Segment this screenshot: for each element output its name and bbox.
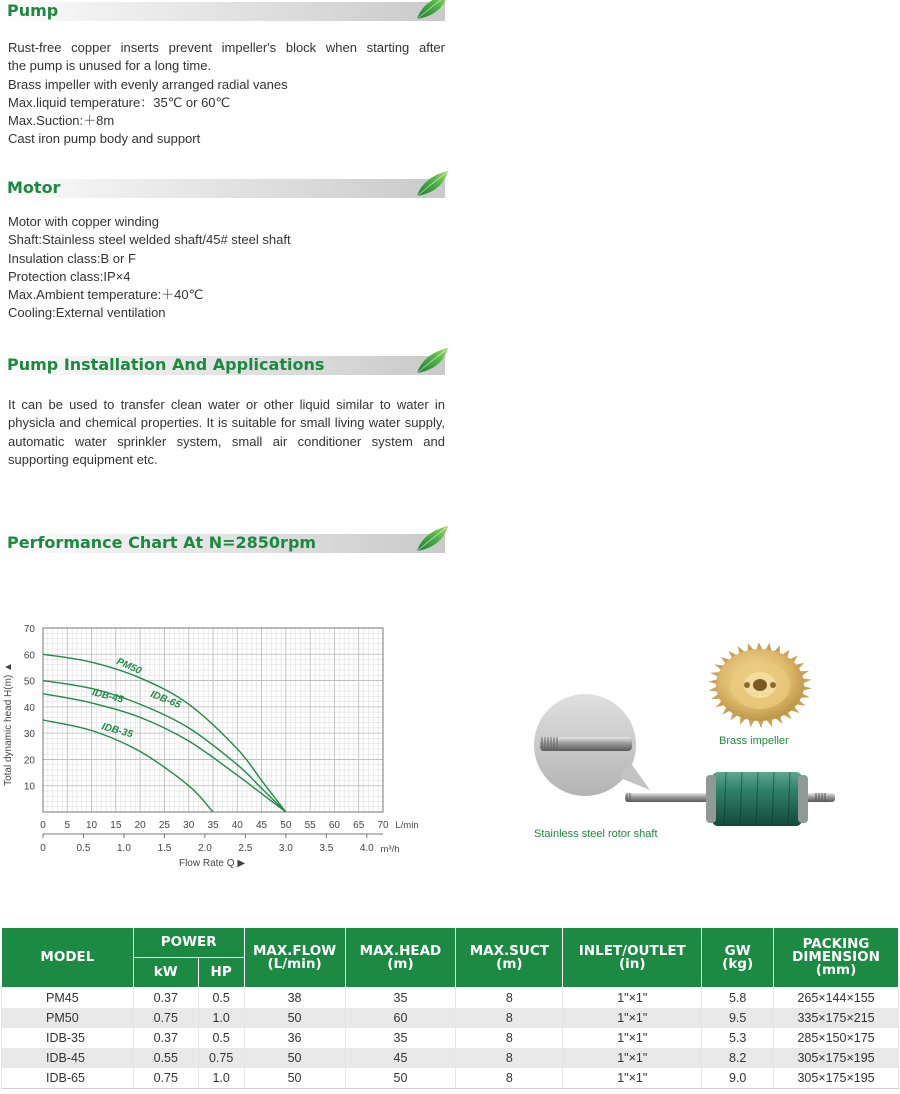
installation-description xyxy=(8,396,445,469)
x-tick-label: 55 xyxy=(304,820,316,831)
x2-tick-label: 2.0 xyxy=(197,843,212,854)
x-tick-label: 45 xyxy=(256,820,268,831)
x-tick-label: 15 xyxy=(110,820,122,831)
header-gw: GW (kg) xyxy=(702,928,774,988)
x2-tick-label: 3.5 xyxy=(319,843,334,854)
table-cell: 305×175×195 xyxy=(774,1068,899,1089)
table-cell: 0.5 xyxy=(198,1028,244,1048)
x2-tick-label: 1.5 xyxy=(157,843,172,854)
y-tick-label: 60 xyxy=(23,650,35,662)
section-title: Motor xyxy=(7,178,61,197)
text-line: Brass impeller with evenly arranged radial vanes xyxy=(8,76,288,92)
table-cell: 0.37 xyxy=(133,988,198,1009)
x-tick-label: 40 xyxy=(231,820,243,831)
header-packing-dimension: PACKING DIMENSION (mm) xyxy=(774,928,899,988)
table-cell: 35 xyxy=(345,1028,456,1048)
curve-label: PM50 xyxy=(114,656,143,677)
table-cell: 45 xyxy=(345,1048,456,1068)
table-cell: PM45 xyxy=(2,988,134,1009)
table-cell: 0.75 xyxy=(133,1068,198,1089)
table-cell: 1.0 xyxy=(198,1008,244,1028)
x2-tick-label: 0.5 xyxy=(76,843,91,854)
header-max-flow: MAX.FLOW (L/min) xyxy=(244,928,345,988)
impeller-label: Brass impeller xyxy=(719,735,789,747)
text-line: Motor with copper winding xyxy=(8,214,160,229)
table-cell: 1"×1" xyxy=(563,1048,702,1068)
table-cell: 8 xyxy=(456,988,563,1009)
y-axis-title: Total dynamic head H(m) ▲ xyxy=(3,662,14,786)
table-cell: 5.8 xyxy=(702,988,774,1009)
curve-label: IDB-65 xyxy=(148,688,183,711)
x-tick-label: 10 xyxy=(86,820,98,831)
x2-tick-label: 2.5 xyxy=(238,843,253,854)
table-row xyxy=(2,1008,899,1028)
table-cell: 0.75 xyxy=(133,1008,198,1028)
section-title: Pump xyxy=(7,1,59,20)
text-line: Max.Suction:＋8m xyxy=(8,113,115,129)
y-tick-label: 20 xyxy=(23,755,35,767)
table-cell: 0.55 xyxy=(133,1048,198,1068)
performance-chart xyxy=(0,610,420,870)
table-cell: 5.3 xyxy=(702,1028,774,1048)
x2-tick-label: 3.0 xyxy=(278,843,293,854)
header-power: POWER xyxy=(133,928,244,958)
x-tick-label: 20 xyxy=(134,820,146,831)
table-cell: IDB-65 xyxy=(2,1068,134,1089)
x-tick-label: 60 xyxy=(328,820,340,831)
header-max-head: MAX.HEAD (m) xyxy=(345,928,456,988)
x-tick-label: 0 xyxy=(40,820,46,831)
header-hp: HP xyxy=(198,958,244,988)
table-cell: 265×144×155 xyxy=(774,988,899,1009)
x-tick-label: 35 xyxy=(207,820,219,831)
text-line: Cast iron pump body and support xyxy=(8,131,201,147)
header-kw: kW xyxy=(133,958,198,988)
x-tick-label: 65 xyxy=(353,820,365,831)
curve-label: IDB-45 xyxy=(90,687,125,706)
table-cell: 335×175×215 xyxy=(774,1008,899,1028)
table-cell: 0.5 xyxy=(198,988,244,1009)
rotor-shaft-label: Stainless steel rotor shaft xyxy=(534,828,658,840)
table-cell: 9.5 xyxy=(702,1008,774,1028)
x-tick-label: 5 xyxy=(64,820,71,831)
table-cell: 35 xyxy=(345,988,456,1009)
section-header-pump xyxy=(0,2,445,21)
leaf-icon xyxy=(415,347,449,375)
table-cell: 50 xyxy=(244,1048,345,1068)
x-axis-title: Flow Rate Q ▶ xyxy=(178,858,246,869)
header-model: MODEL xyxy=(2,928,134,988)
table-cell: 8 xyxy=(456,1008,563,1028)
table-row xyxy=(2,1028,899,1048)
section-header-installation xyxy=(0,356,445,375)
table-cell: 50 xyxy=(244,1068,345,1089)
y-tick-label: 10 xyxy=(23,781,35,793)
leaf-icon xyxy=(415,0,449,21)
table-cell: 60 xyxy=(345,1008,456,1028)
x2-tick-label: 1.0 xyxy=(116,843,131,854)
table-cell: 8.2 xyxy=(702,1048,774,1068)
text-line: Shaft:Stainless steel welded shaft/45# steel shaft xyxy=(8,232,291,248)
table-cell: 1"×1" xyxy=(563,988,702,1009)
table-row xyxy=(2,988,899,1009)
text-line: Rust-free copper inserts prevent impeller's block when starting after xyxy=(8,40,445,55)
header-inlet-outlet: INLET/OUTLET (in) xyxy=(563,928,702,988)
y-tick-label: 40 xyxy=(23,702,35,714)
section-header-motor xyxy=(0,179,445,198)
table-cell: 9.0 xyxy=(702,1068,774,1089)
table-cell: 8 xyxy=(456,1048,563,1068)
table-cell: 285×150×175 xyxy=(774,1028,899,1048)
section-header-performance xyxy=(0,534,445,553)
table-cell: 0.37 xyxy=(133,1028,198,1048)
table-cell: 50 xyxy=(345,1068,456,1089)
text-line: the pump is unused for a long time. xyxy=(8,58,212,74)
y-tick-label: 70 xyxy=(23,624,35,635)
table-cell: PM50 xyxy=(2,1008,134,1028)
table-cell: 36 xyxy=(244,1028,345,1048)
text-line: Max.Ambient temperature:＋40℃ xyxy=(8,287,204,303)
x-tick-label: 50 xyxy=(280,820,292,831)
leaf-icon xyxy=(415,525,449,553)
specification-table xyxy=(1,927,899,1089)
table-cell: IDB-35 xyxy=(2,1028,134,1048)
x2-tick-label: 4.0 xyxy=(359,843,374,854)
table-cell: 50 xyxy=(244,1008,345,1028)
x-unit-label: L/min xyxy=(395,820,419,831)
text-paragraph: It can be used to transfer clean water or other liquid similar to water in physicla and chemical properties. It is suitable for small living water supply, automatic water sprinkler system, small air conditioner system and supporting equipment etc. xyxy=(8,397,445,467)
x2-unit-label: m³/h xyxy=(380,844,400,855)
table-cell: 1"×1" xyxy=(563,1008,702,1028)
text-line: Max.liquid temperature：35℃ or 60℃ xyxy=(8,94,231,110)
section-title: Pump Installation And Applications xyxy=(7,355,325,374)
table-cell: 1.0 xyxy=(198,1068,244,1089)
x-tick-label: 25 xyxy=(158,820,170,831)
table-cell: 38 xyxy=(244,988,345,1009)
x2-tick-label: 0 xyxy=(40,843,46,854)
motor-description xyxy=(8,213,445,323)
table-cell: 1"×1" xyxy=(563,1028,702,1048)
header-max-suct: MAX.SUCT (m) xyxy=(456,928,563,988)
text-line: Insulation class:B or F xyxy=(8,250,136,266)
rotor-shaft-image xyxy=(530,690,840,830)
table-cell: 8 xyxy=(456,1028,563,1048)
table-cell: 305×175×195 xyxy=(774,1048,899,1068)
y-tick-label: 30 xyxy=(23,729,35,741)
text-line: Cooling:External ventilation xyxy=(8,305,166,321)
table-cell: 0.75 xyxy=(198,1048,244,1068)
table-cell: 1"×1" xyxy=(563,1068,702,1089)
pump-description xyxy=(8,39,445,149)
table-cell: IDB-45 xyxy=(2,1048,134,1068)
leaf-icon xyxy=(415,170,449,198)
x-tick-label: 30 xyxy=(183,820,195,831)
table-row xyxy=(2,1048,899,1068)
table-cell: 8 xyxy=(456,1068,563,1089)
y-tick-label: 50 xyxy=(23,676,35,688)
x-tick-label: 70 xyxy=(377,820,389,831)
text-line: Protection class:IP×4 xyxy=(8,268,131,284)
section-title: Performance Chart At N=2850rpm xyxy=(7,533,317,552)
curve-label: IDB-35 xyxy=(100,721,134,741)
table-row xyxy=(2,1068,899,1089)
